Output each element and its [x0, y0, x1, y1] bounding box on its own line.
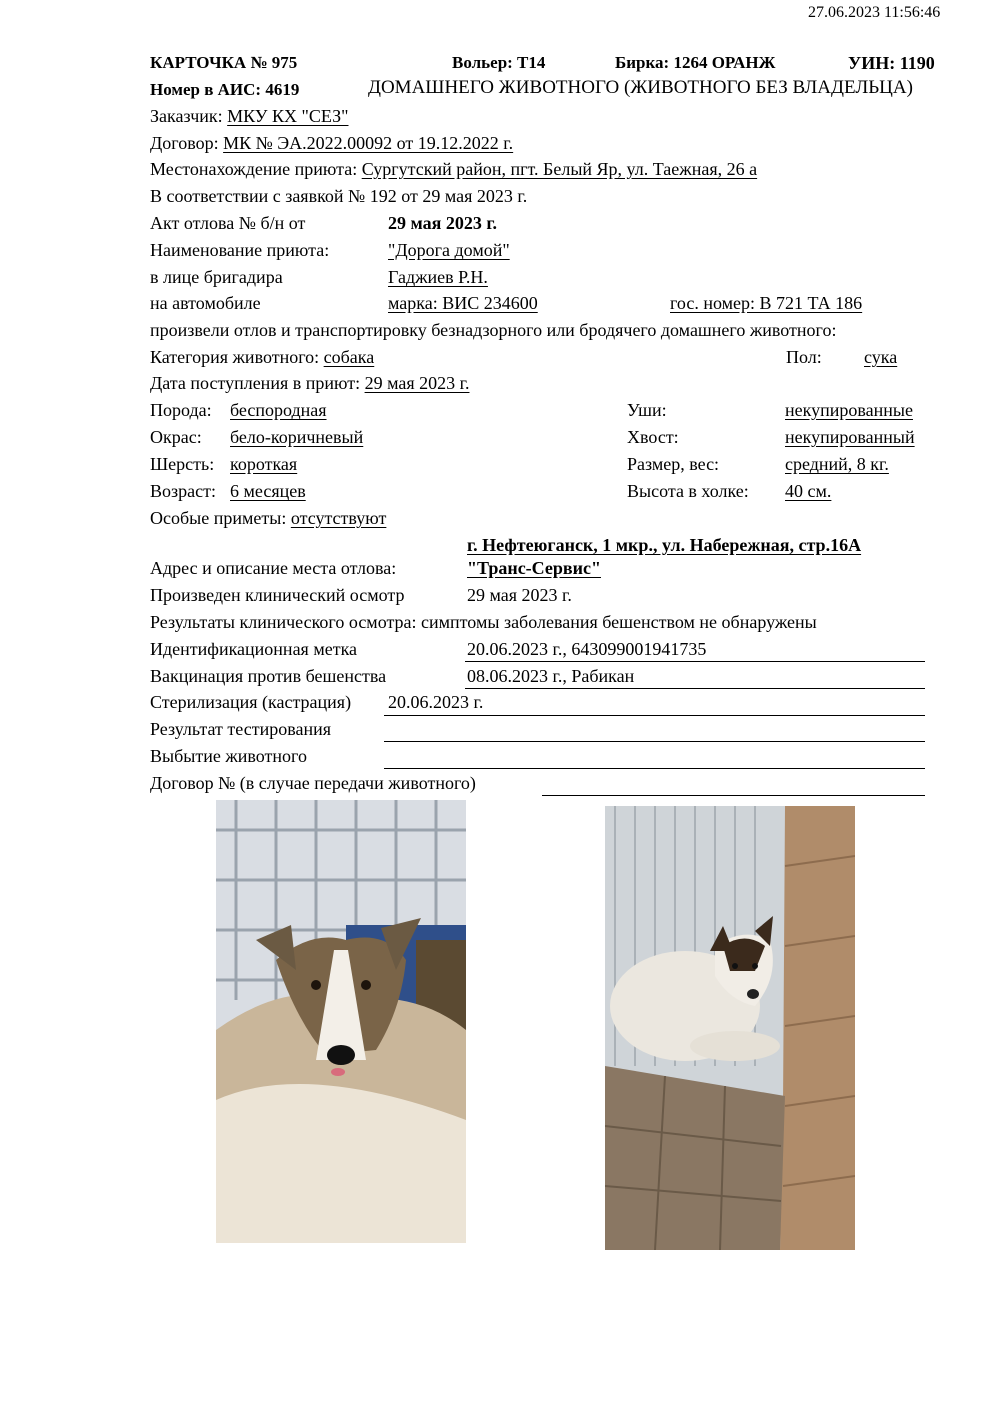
sterilization-underline — [384, 715, 925, 716]
sterilization-label: Стерилизация (кастрация) — [150, 692, 352, 712]
test-result-underline — [384, 741, 925, 742]
timestamp: 27.06.2023 11:56:46 — [808, 4, 941, 21]
transfer-contract-label: Договор № (в случае передачи животного) — [150, 773, 476, 793]
clinical-exam-label: Произведен клинический осмотр — [150, 585, 405, 605]
transport-text: произвели отлов и транспортировку безнадзорного или бродячего домашнего животного: — [150, 320, 837, 340]
enclosure: Вольер: Т14 — [452, 53, 546, 72]
card-title: ДОМАШНЕГО ЖИВОТНОГО (ЖИВОТНОГО БЕЗ ВЛАДЕЛЬЦА) — [368, 77, 913, 98]
contract-label: Договор: — [150, 133, 219, 153]
arrival-value: 29 мая 2023 г. — [364, 373, 470, 393]
ais-number: Номер в АИС: 4619 — [150, 80, 300, 99]
dog-photo-enclosure — [605, 806, 855, 1250]
breed-label: Порода: — [150, 400, 212, 420]
tail-value: некупированный — [785, 427, 915, 447]
sex-label: Пол: — [786, 347, 822, 367]
shelter-name-label: Наименование приюта: — [150, 240, 330, 260]
special-marks-value: отсутствуют — [290, 508, 387, 528]
special-marks-label: Особые приметы: — [150, 508, 287, 528]
category-row — [150, 346, 374, 368]
dog-photo-enclosure-image — [605, 806, 855, 1250]
vaccination-label: Вакцинация против бешенства — [150, 666, 387, 686]
vehicle-brand: марка: ВИС 234600 — [388, 293, 538, 313]
ears-value: некупированные — [785, 400, 913, 420]
customer-row — [150, 105, 349, 127]
color-value: бело-коричневый — [230, 427, 364, 447]
vehicle-label: на автомобиле — [150, 293, 261, 313]
tag-label: Бирка: 1264 ОРАНЖ — [615, 53, 776, 72]
capture-place-label: Адрес и описание места отлова: — [150, 558, 397, 578]
category-label: Категория животного: — [150, 347, 320, 367]
foreman-value: Гаджиев Р.Н. — [388, 267, 488, 287]
contract-value: МК № ЭА.2022.00092 от 19.12.2022 г. — [223, 133, 514, 153]
category-value: собака — [323, 347, 375, 367]
capture-act-label: Акт отлова № б/н от — [150, 213, 306, 233]
coat-label: Шерсть: — [150, 454, 215, 474]
location-row — [150, 158, 757, 180]
sex-value: сука — [864, 347, 898, 367]
clinical-exam-value: 29 мая 2023 г. — [467, 585, 572, 605]
color-label: Окрас: — [150, 427, 202, 447]
request-text: В соответствии с заявкой № 192 от 29 мая 2023 г. — [150, 186, 528, 206]
size-weight-label: Размер, вес: — [627, 454, 720, 474]
id-tag-value: 20.06.2023 г., 643099001941735 — [467, 639, 707, 659]
vaccination-value: 08.06.2023 г., Рабикан — [467, 666, 635, 686]
ears-label: Уши: — [627, 400, 667, 420]
exam-results: Результаты клинического осмотра: симптомы заболевания бешенством не обнаружены — [150, 612, 817, 632]
dog-photo-cage-image — [216, 800, 466, 1243]
arrival-label: Дата поступления в приют: — [150, 373, 361, 393]
test-result-label: Результат тестирования — [150, 719, 331, 739]
dog-photo-cage — [216, 800, 466, 1243]
contract-row — [150, 132, 513, 154]
location-value: Сургутский район, пгт. Белый Яр, ул. Таежная, 26 а — [361, 159, 758, 179]
vaccination-underline — [465, 688, 925, 689]
capture-place-line2: "Транс-Сервис" — [467, 558, 601, 578]
uin: УИН: 1190 — [848, 53, 935, 73]
disposal-label: Выбытие животного — [150, 746, 307, 766]
capture-place-line1: г. Нефтеюганск, 1 мкр., ул. Набережная, стр.16А — [467, 535, 862, 555]
location-label: Местонахождение приюта: — [150, 159, 358, 179]
special-marks-row — [150, 507, 386, 529]
id-tag-underline — [465, 661, 925, 662]
age-value: 6 месяцев — [230, 481, 306, 501]
tail-label: Хвост: — [627, 427, 679, 447]
withers-label: Высота в холке: — [627, 481, 749, 501]
foreman-label: в лице бригадира — [150, 267, 283, 287]
withers-value: 40 см. — [785, 481, 832, 501]
age-label: Возраст: — [150, 481, 216, 501]
capture-act-value: 29 мая 2023 г. — [388, 213, 498, 233]
sterilization-value: 20.06.2023 г. — [388, 692, 484, 712]
breed-value: беспородная — [230, 400, 327, 420]
card-number: КАРТОЧКА № 975 — [150, 53, 298, 72]
disposal-underline — [384, 768, 925, 769]
size-weight-value: средний, 8 кг. — [785, 454, 889, 474]
arrival-row — [150, 372, 469, 394]
shelter-name-value: "Дорога домой" — [388, 240, 510, 260]
vehicle-plate: гос. номер: В 721 ТА 186 — [670, 293, 863, 313]
id-tag-label: Идентификационная метка — [150, 639, 358, 659]
transfer-contract-underline — [542, 795, 925, 796]
coat-value: короткая — [230, 454, 298, 474]
customer-label: Заказчик: — [150, 106, 223, 126]
customer-value: МКУ КХ "СЕЗ" — [227, 106, 349, 126]
